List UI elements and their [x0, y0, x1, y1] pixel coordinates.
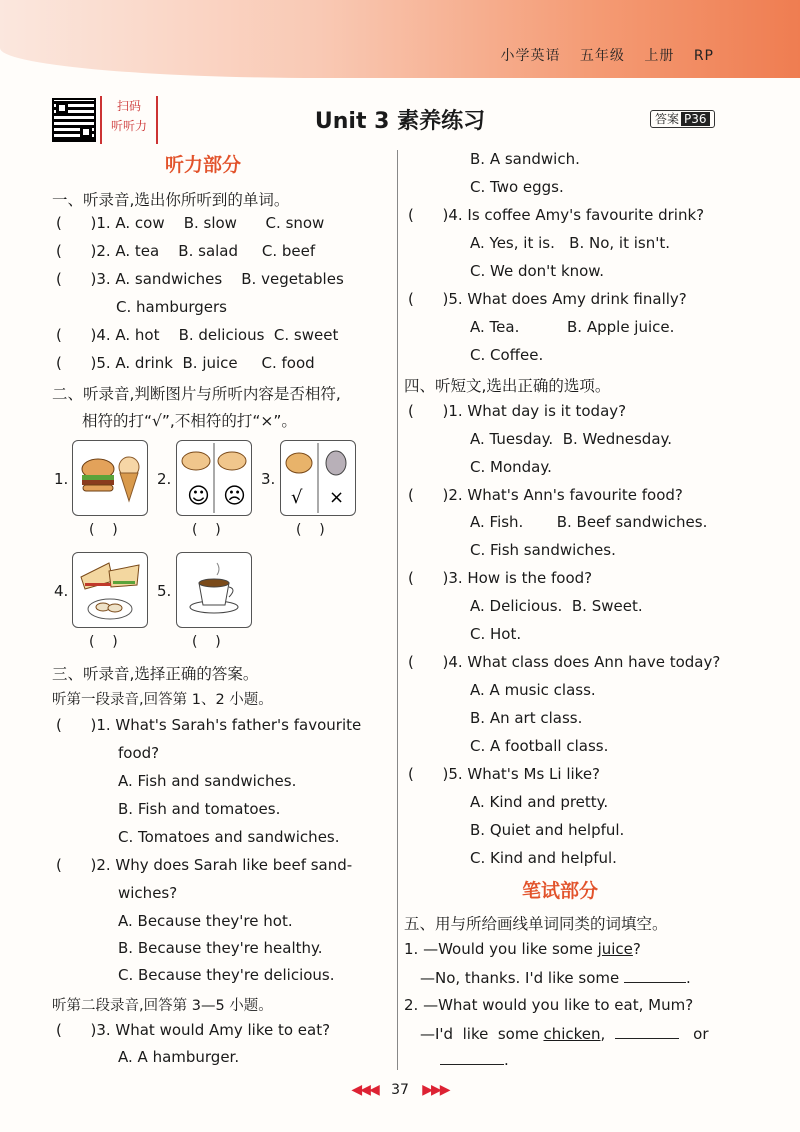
- s3-q1-option-c: C. Tomatoes and sandwiches.: [118, 828, 340, 846]
- answer-reference: [650, 110, 715, 128]
- s5-q1-end: ?: [632, 940, 641, 958]
- s5-question-2: 2. —What would you like to eat, Mum?: [404, 996, 694, 1014]
- hamburger-icon: [82, 459, 114, 491]
- listening-section-title: 听力部分: [165, 154, 242, 176]
- picture-2: [176, 440, 252, 516]
- s3-question-2-cont: wiches?: [118, 884, 178, 902]
- page-number: 37: [391, 1082, 409, 1098]
- s1-question-1: ( )1. A. cow B. slow C. snow: [56, 214, 325, 232]
- s5-question-2-answer-line2: .: [440, 1050, 509, 1069]
- s3-q5-options-ab: A. Tea. B. Apple juice.: [470, 318, 675, 336]
- check-mark-icon: √: [291, 487, 303, 508]
- picture-3-answer[interactable]: ( ): [296, 522, 325, 538]
- s1-question-3: ( )3. A. sandwiches B. vegetables: [56, 270, 344, 288]
- s4-q3-options-ab: A. Delicious. B. Sweet.: [470, 597, 643, 615]
- coffee-cup-icon: [190, 563, 238, 613]
- s1-question-2: ( )2. A. tea B. salad C. beef: [56, 242, 316, 260]
- s5-q2-comma: ,: [600, 1025, 606, 1043]
- section3-title: 三、听录音,选择正确的答案。: [52, 665, 259, 683]
- s1-question-4: ( )4. A. hot B. delicious C. sweet: [56, 326, 339, 344]
- s3-q3-option-a: A. A hamburger.: [118, 1048, 240, 1066]
- s3-q3-option-c: C. Two eggs.: [470, 178, 564, 196]
- s5-q2-blank-2[interactable]: [440, 1050, 504, 1065]
- s3-question-1-cont: food?: [118, 744, 160, 762]
- picture-5-answer[interactable]: ( ): [192, 634, 221, 650]
- picture-number-5: 5.: [157, 582, 172, 600]
- picture-1-answer[interactable]: ( ): [89, 522, 118, 538]
- cross-mark-icon: ×: [329, 487, 345, 508]
- s4-question-2: ( )2. What's Ann's favourite food?: [408, 486, 683, 504]
- s3-q2-option-a: A. Because they're hot.: [118, 912, 293, 930]
- picture-4-answer[interactable]: ( ): [89, 634, 118, 650]
- s4-q1-options-ab: A. Tuesday. B. Wednesday.: [470, 430, 673, 448]
- s4-q1-option-c: C. Monday.: [470, 458, 552, 476]
- sandwich-dumplings-picture: [73, 553, 147, 627]
- s3-q5-option-c: C. Coffee.: [470, 346, 544, 364]
- frown-face-icon: ☹: [223, 484, 246, 509]
- s4-q4-option-b: B. An art class.: [470, 709, 583, 727]
- answer-label: 答案: [655, 112, 680, 126]
- picture-2-answer[interactable]: ( ): [192, 522, 221, 538]
- s5-question-1-answer-line: —No, thanks. I'd like some .: [420, 969, 691, 987]
- s3-q4-options-ab: A. Yes, it is. B. No, it isn't.: [470, 234, 670, 252]
- s1-question-3-option-c: C. hamburgers: [116, 298, 227, 316]
- header-info: [486, 45, 714, 65]
- s4-q5-option-c: C. Kind and helpful.: [470, 849, 617, 867]
- s4-q4-option-a: A. A music class.: [470, 681, 596, 699]
- ice-cream-icon: [119, 457, 139, 501]
- header-banner: [0, 0, 800, 78]
- s3-q1-option-a: A. Fish and sandwiches.: [118, 772, 297, 790]
- column-divider: [397, 150, 398, 1070]
- s3-question-3: ( )3. What would Amy like to eat?: [56, 1021, 331, 1039]
- s3-q4-option-c: C. We don't know.: [470, 262, 604, 280]
- s3-q2-option-c: C. Because they're delicious.: [118, 966, 335, 984]
- section2-title-line2: 相符的打“√”,不相符的打“×”。: [82, 412, 297, 430]
- food-check-picture: [281, 441, 355, 515]
- header-grade: 五年级: [579, 48, 625, 64]
- s5-q2-response: —I'd like some: [420, 1025, 544, 1043]
- section1-title: 一、听录音,选出你所听到的单词。: [52, 191, 290, 209]
- picture-1: [72, 440, 148, 516]
- s4-question-5: ( )5. What's Ms Li like?: [408, 765, 601, 783]
- s3-part2-instruction: 听第二段录音,回答第 3—5 小题。: [52, 998, 273, 1014]
- section4-title: 四、听短文,选出正确的选项。: [404, 377, 611, 395]
- s5-question-2-answer-line: [420, 1024, 709, 1043]
- writing-section-title: 笔试部分: [522, 880, 599, 902]
- s4-q4-option-c: C. A football class.: [470, 737, 609, 755]
- section5-title: 五、用与所给画线单词同类的词填空。: [404, 915, 668, 933]
- header-volume: 上册: [644, 48, 675, 64]
- s3-part1-instruction: 听第一段录音,回答第 1、2 小题。: [52, 692, 273, 708]
- scan-label-line2: 听听力: [110, 119, 147, 133]
- s4-q5-option-b: B. Quiet and helpful.: [470, 821, 625, 839]
- picture-number-2: 2.: [157, 470, 172, 488]
- food-faces-picture: [177, 441, 251, 515]
- sandwich-icon: [81, 563, 139, 589]
- s4-q2-option-c: C. Fish sandwiches.: [470, 541, 616, 559]
- picture-number-3: 3.: [261, 470, 276, 488]
- s3-q3-option-b: B. A sandwich.: [470, 150, 580, 168]
- smile-face-icon: ☺: [187, 484, 210, 509]
- scan-label-line1: 扫码: [116, 99, 141, 113]
- food-plate-icon: [218, 452, 246, 470]
- section2-title-line1: 二、听录音,判断图片与所听内容是否相符,: [52, 385, 341, 403]
- picture-4: [72, 552, 148, 628]
- food-plate-icon: [182, 452, 210, 470]
- prev-page-arrows-icon[interactable]: ◀◀◀: [351, 1082, 378, 1098]
- page-title: Unit 3 素养练习: [314, 109, 486, 134]
- s5-q1-blank[interactable]: [624, 968, 686, 983]
- s3-question-2: ( )2. Why does Sarah like beef sand-: [56, 856, 353, 874]
- s5-q1-response: —No, thanks. I'd like some: [420, 969, 620, 987]
- s5-q1-underlined-word: juice: [597, 940, 633, 958]
- s5-q2-underlined-word: chicken: [543, 1025, 601, 1043]
- dumplings-icon: [88, 599, 132, 619]
- s4-q3-option-c: C. Hot.: [470, 625, 522, 643]
- s3-question-1: ( )1. What's Sarah's father's favourite: [56, 716, 362, 734]
- picture-3: [280, 440, 356, 516]
- hamburger-icecream-picture: [73, 441, 147, 515]
- page-footer: [0, 1082, 800, 1098]
- s4-question-1: ( )1. What day is it today?: [408, 402, 627, 420]
- s4-q5-option-a: A. Kind and pretty.: [470, 793, 609, 811]
- next-page-arrows-icon[interactable]: ▶▶▶: [422, 1082, 449, 1098]
- s3-question-4: ( )4. Is coffee Amy's favourite drink?: [408, 206, 705, 224]
- picture-number-1: 1.: [54, 470, 69, 488]
- s3-q2-option-b: B. Because they're healthy.: [118, 939, 323, 957]
- picture-5: [176, 552, 252, 628]
- s3-question-5: ( )5. What does Amy drink finally?: [408, 290, 687, 308]
- s1-question-5: ( )5. A. drink B. juice C. food: [56, 354, 315, 372]
- s5-q2-blank-1[interactable]: [615, 1024, 679, 1039]
- header-subject: 小学英语: [500, 48, 561, 64]
- onion-icon: [326, 451, 346, 475]
- s5-q2-or: or: [693, 1025, 709, 1043]
- s4-q2-options-ab: A. Fish. B. Beef sandwiches.: [470, 513, 708, 531]
- s4-question-4: ( )4. What class does Ann have today?: [408, 653, 721, 671]
- answer-page: P36: [681, 112, 710, 126]
- coffee-picture: [177, 553, 251, 627]
- s5-q1-text: 1. —Would you like some: [404, 940, 598, 958]
- fried-food-icon: [286, 453, 312, 473]
- s4-question-3: ( )3. How is the food?: [408, 569, 593, 587]
- picture-number-4: 4.: [54, 582, 69, 600]
- s5-question-1: [404, 940, 641, 958]
- header-publisher: RP: [693, 48, 714, 64]
- s3-q1-option-b: B. Fish and tomatoes.: [118, 800, 281, 818]
